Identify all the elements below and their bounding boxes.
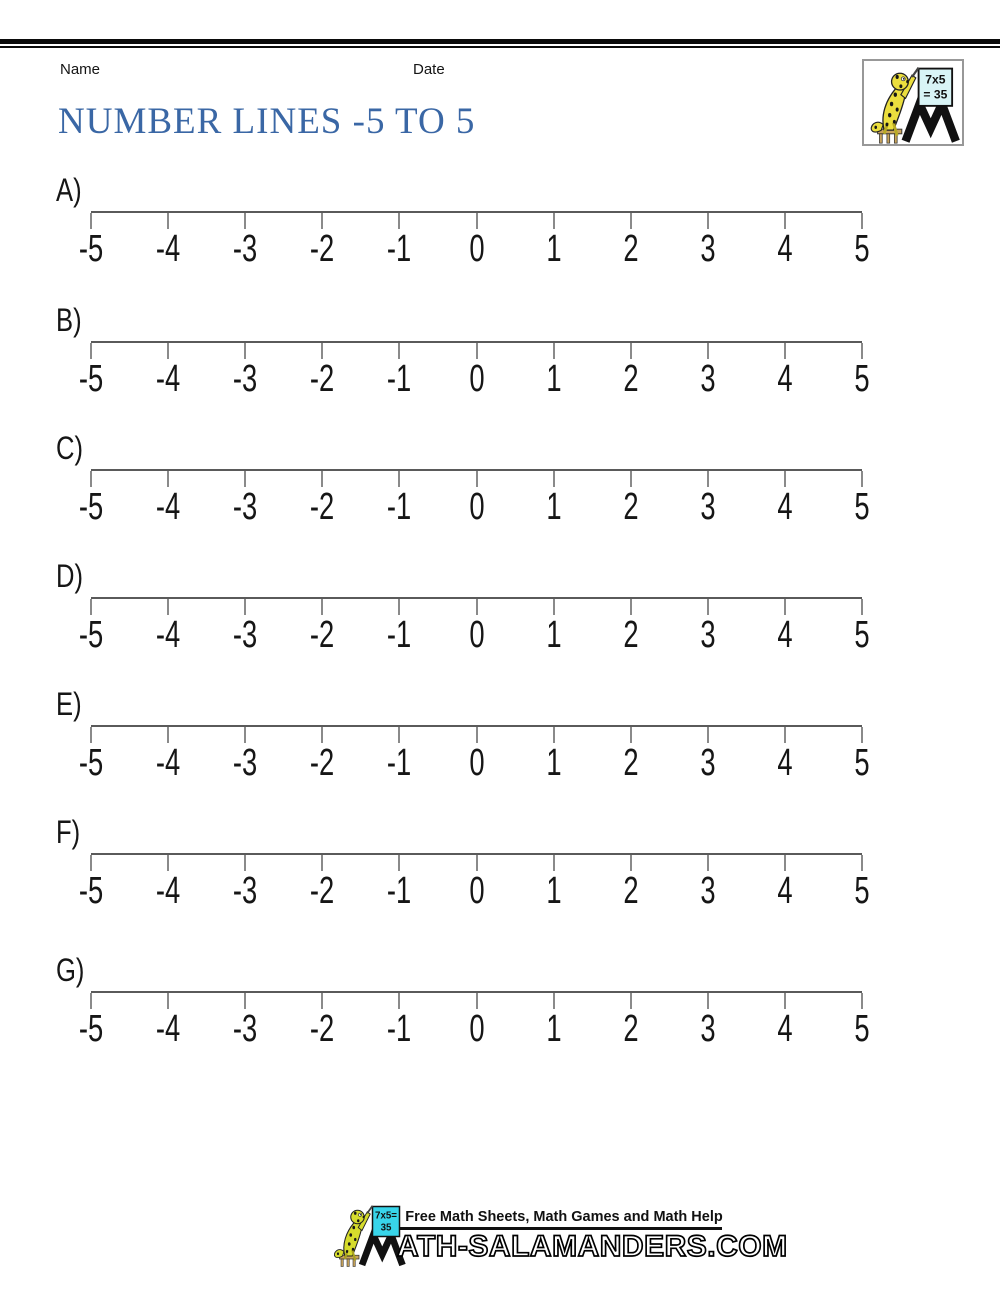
footer-site-name: ATH-SALAMANDERS.COM (397, 1230, 788, 1263)
tick-label: 4 (777, 358, 793, 400)
tick-mark (707, 855, 709, 871)
tick-mark (707, 993, 709, 1009)
tick-mark (321, 855, 323, 871)
tick-mark (630, 471, 632, 487)
math-board-icon (373, 1207, 400, 1237)
tick-label: -5 (78, 742, 104, 784)
number-line (0, 814, 1000, 926)
tick-mark (321, 471, 323, 487)
tick-mark (244, 471, 246, 487)
tick-label: -2 (310, 742, 335, 784)
tick-mark (244, 343, 246, 359)
tick-label: 0 (468, 228, 485, 270)
tick-label: 5 (854, 614, 870, 656)
tick-mark (244, 727, 246, 743)
footer-logo (330, 1202, 406, 1273)
tick-label: -2 (310, 228, 335, 270)
tick-label: -2 (310, 1008, 335, 1050)
tick-label: 4 (777, 614, 793, 656)
tick-mark (244, 213, 246, 229)
tick-label: 1 (545, 486, 562, 528)
tick-label: -5 (78, 228, 104, 270)
top-rule-thick (0, 39, 1000, 44)
tick-mark (476, 599, 478, 615)
tick-mark (630, 855, 632, 871)
tick-label: -3 (233, 358, 258, 400)
number-line-label: A) (56, 172, 82, 208)
board-equation-bottom: = 35 (923, 87, 948, 102)
board-equation-top: 7x5= (375, 1210, 397, 1222)
number-line (0, 686, 1000, 798)
number-line-label: C) (56, 430, 84, 466)
tick-mark (630, 599, 632, 615)
tick-label: 3 (700, 228, 716, 270)
tick-label: 1 (545, 1008, 562, 1050)
tick-label: 3 (700, 358, 716, 400)
tick-mark (476, 343, 478, 359)
number-line (0, 952, 1000, 1064)
tick-label: -4 (155, 614, 181, 656)
tick-mark (167, 471, 169, 487)
tick-label: 0 (468, 358, 485, 400)
stool-icon (340, 1255, 360, 1266)
name-label: Name (60, 61, 101, 78)
tick-mark (861, 855, 863, 871)
footer-tagline: Free Math Sheets, Math Games and Math Help (405, 1209, 723, 1225)
tick-mark (553, 855, 555, 871)
tick-mark (321, 993, 323, 1009)
tick-label: 3 (700, 1008, 716, 1050)
tick-label: -5 (78, 486, 104, 528)
tick-label: 4 (777, 228, 793, 270)
tick-mark (630, 993, 632, 1009)
tick-label: 4 (777, 486, 793, 528)
tick-mark (321, 343, 323, 359)
tick-label: 2 (623, 614, 639, 656)
tick-label: -2 (310, 614, 335, 656)
header-logo-graphic (865, 63, 961, 145)
tick-label: 4 (777, 870, 793, 912)
tick-label: 0 (468, 742, 485, 784)
tick-mark (784, 213, 786, 229)
page-title: NUMBER LINES -5 TO 5 (58, 101, 476, 142)
tick-mark (90, 993, 92, 1009)
tick-label: 2 (623, 870, 639, 912)
board-equation-top: 7x5 (925, 72, 946, 87)
tick-label: 2 (623, 1008, 639, 1050)
tick-mark (398, 213, 400, 229)
tick-mark (553, 471, 555, 487)
tick-mark (861, 213, 863, 229)
tick-label: 3 (700, 614, 716, 656)
tick-label: 4 (777, 742, 793, 784)
tick-label: 3 (700, 486, 716, 528)
tick-mark (90, 727, 92, 743)
tick-label: 0 (468, 486, 485, 528)
tick-label: -3 (233, 228, 258, 270)
tick-label: 1 (545, 742, 562, 784)
tick-mark (784, 727, 786, 743)
tick-mark (553, 599, 555, 615)
tick-mark (784, 343, 786, 359)
tick-mark (707, 727, 709, 743)
number-line-label: D) (56, 558, 84, 594)
tick-mark (398, 855, 400, 871)
tick-label: 2 (623, 486, 639, 528)
math-board-icon (919, 69, 953, 106)
tick-label: -1 (387, 358, 412, 400)
tick-mark (476, 471, 478, 487)
tick-label: -4 (155, 870, 181, 912)
tick-label: -3 (233, 742, 258, 784)
tick-label: -3 (233, 1008, 258, 1050)
tick-mark (90, 599, 92, 615)
tick-label: 2 (623, 228, 639, 270)
tick-mark (861, 727, 863, 743)
tick-label: 5 (854, 870, 870, 912)
tick-label: 0 (468, 870, 485, 912)
tick-mark (861, 471, 863, 487)
tick-label: 5 (854, 228, 870, 270)
tick-mark (707, 471, 709, 487)
tick-label: -1 (387, 870, 412, 912)
tick-mark (90, 855, 92, 871)
tick-mark (476, 213, 478, 229)
tick-mark (630, 213, 632, 229)
tick-label: 5 (854, 1008, 870, 1050)
tick-mark (244, 599, 246, 615)
tick-mark (630, 343, 632, 359)
tick-mark (861, 343, 863, 359)
number-line (0, 302, 1000, 414)
tick-label: 2 (623, 742, 639, 784)
tick-label: -1 (387, 1008, 412, 1050)
m-letter-icon (906, 104, 956, 141)
tick-mark (553, 213, 555, 229)
tick-label: 2 (623, 358, 639, 400)
tick-mark (784, 471, 786, 487)
tick-label: -4 (155, 358, 181, 400)
tick-mark (167, 343, 169, 359)
tick-mark (553, 727, 555, 743)
tick-label: 0 (468, 614, 485, 656)
tick-mark (167, 993, 169, 1009)
tick-mark (90, 213, 92, 229)
tick-label: -4 (155, 742, 181, 784)
number-line-label: G) (56, 952, 85, 988)
tick-mark (398, 599, 400, 615)
tick-label: 3 (700, 870, 716, 912)
tick-mark (861, 993, 863, 1009)
tick-mark (784, 599, 786, 615)
tick-mark (784, 993, 786, 1009)
tick-label: 1 (545, 358, 562, 400)
tick-label: -1 (387, 614, 412, 656)
tick-mark (553, 343, 555, 359)
board-equation-bottom: 35 (380, 1222, 392, 1234)
tick-label: -3 (233, 486, 258, 528)
tick-label: 1 (545, 228, 562, 270)
tick-mark (707, 343, 709, 359)
tick-label: 0 (468, 1008, 485, 1050)
tick-mark (321, 599, 323, 615)
tick-label: -3 (233, 614, 258, 656)
number-line (0, 558, 1000, 670)
tick-mark (476, 993, 478, 1009)
tick-mark (167, 855, 169, 871)
tick-mark (321, 213, 323, 229)
tick-mark (90, 343, 92, 359)
tick-mark (90, 471, 92, 487)
number-line-label: B) (56, 302, 82, 338)
tick-mark (707, 599, 709, 615)
tick-mark (167, 599, 169, 615)
number-line (0, 430, 1000, 542)
tick-label: -1 (387, 486, 412, 528)
tick-label: 5 (854, 742, 870, 784)
tick-label: 5 (854, 486, 870, 528)
tick-label: -5 (78, 614, 104, 656)
tick-label: -4 (155, 486, 181, 528)
tick-label: -4 (155, 228, 181, 270)
tick-mark (167, 727, 169, 743)
footer-logo-graphic (330, 1202, 406, 1268)
tick-mark (398, 343, 400, 359)
tick-label: 5 (854, 358, 870, 400)
tick-label: -4 (155, 1008, 181, 1050)
tick-label: -2 (310, 870, 335, 912)
tick-mark (553, 993, 555, 1009)
tick-mark (707, 213, 709, 229)
number-line-label: E) (56, 686, 82, 722)
tick-label: -1 (387, 742, 412, 784)
tick-label: -5 (78, 1008, 104, 1050)
tick-mark (861, 599, 863, 615)
tick-label: -2 (310, 358, 335, 400)
tick-mark (476, 727, 478, 743)
tick-label: -2 (310, 486, 335, 528)
tick-mark (476, 855, 478, 871)
tick-label: -1 (387, 228, 412, 270)
tick-mark (398, 727, 400, 743)
date-label: Date (413, 61, 445, 78)
tick-label: 3 (700, 742, 716, 784)
header-logo (862, 59, 964, 146)
tick-mark (321, 727, 323, 743)
number-line-label: F) (56, 814, 81, 850)
tick-label: -3 (233, 870, 258, 912)
tick-mark (244, 855, 246, 871)
tick-label: 4 (777, 1008, 793, 1050)
tick-mark (398, 471, 400, 487)
stool-icon (878, 129, 902, 143)
tick-mark (784, 855, 786, 871)
tick-mark (398, 993, 400, 1009)
tick-mark (630, 727, 632, 743)
tick-label: 1 (545, 870, 562, 912)
tick-label: -5 (78, 870, 104, 912)
tick-mark (244, 993, 246, 1009)
number-line (0, 172, 1000, 284)
tick-label: -5 (78, 358, 104, 400)
tick-mark (167, 213, 169, 229)
top-rule-thin (0, 46, 1000, 48)
tick-label: 1 (545, 614, 562, 656)
